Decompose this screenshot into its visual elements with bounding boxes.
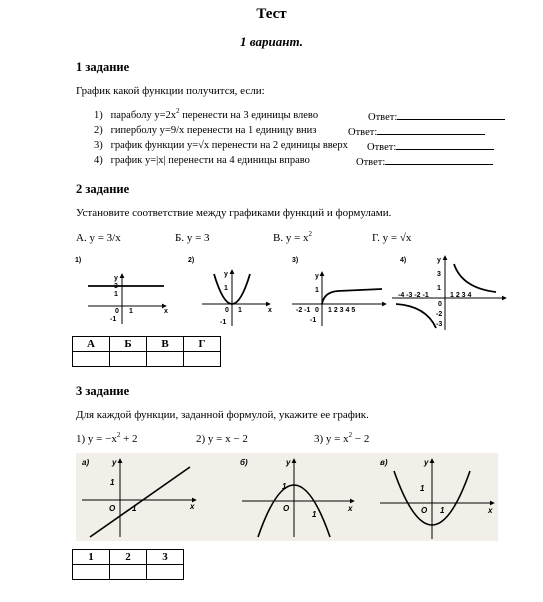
graph1-label: 1) bbox=[75, 257, 82, 264]
svg-text:y: y bbox=[424, 458, 429, 467]
table2-answer-cell[interactable] bbox=[184, 352, 221, 367]
svg-text:3: 3 bbox=[114, 283, 118, 290]
table3-header-3: 3 bbox=[147, 550, 184, 565]
table3-answer-cell[interactable] bbox=[147, 565, 184, 580]
svg-text:y: y bbox=[112, 458, 117, 467]
task1-answer-2[interactable]: Ответ: bbox=[348, 125, 485, 138]
graph-1 bbox=[88, 274, 168, 324]
svg-text:-1: -1 bbox=[110, 316, 117, 323]
svg-text:y: y bbox=[437, 257, 441, 264]
svg-text:1: 1 bbox=[224, 285, 228, 292]
task2-heading: 2 задание bbox=[76, 182, 130, 196]
function-2: 2) y = x − 2 bbox=[196, 433, 248, 445]
svg-text:x: x bbox=[190, 502, 195, 511]
svg-text:0: 0 bbox=[225, 307, 229, 314]
graph3-label: 3) bbox=[292, 257, 299, 264]
formula-v: В. $y = x^2$ bbox=[273, 230, 313, 244]
table3-header-1: 1 bbox=[73, 550, 110, 565]
table3-header-2: 2 bbox=[110, 550, 147, 565]
svg-text:3: 3 bbox=[437, 271, 441, 278]
svg-text:0: 0 bbox=[115, 308, 119, 315]
svg-text:1 2 3 4 5: 1 2 3 4 5 bbox=[328, 307, 356, 314]
task1-item-2: 2) гиперболу y=9/x перенести на 1 единицу вниз bbox=[94, 125, 317, 136]
table2-header-g: Г bbox=[184, 337, 221, 352]
svg-text:-4 -3 -2 -1: -4 -3 -2 -1 bbox=[398, 292, 429, 299]
svg-text:-2 -1: -2 -1 bbox=[296, 307, 311, 314]
svg-text:-3: -3 bbox=[436, 321, 443, 328]
svg-text:1: 1 bbox=[114, 291, 118, 298]
svg-text:y: y bbox=[286, 458, 291, 467]
table3-answer-cell[interactable] bbox=[110, 565, 147, 580]
task3-graphs bbox=[76, 453, 498, 541]
page-title: Тест bbox=[256, 6, 287, 22]
graph4-label: 4) bbox=[400, 257, 407, 264]
graph-a bbox=[82, 458, 196, 537]
formula-g: Г. y = √x bbox=[372, 232, 412, 244]
svg-text:1: 1 bbox=[315, 287, 319, 294]
function-1: 1) $y = -x^2 + 2$ bbox=[76, 431, 138, 445]
task1-heading: 1 задание bbox=[76, 60, 130, 74]
svg-text:x: x bbox=[268, 307, 272, 314]
svg-text:x: x bbox=[348, 504, 353, 513]
variant-label: 1 вариант. bbox=[240, 34, 303, 49]
svg-text:-1: -1 bbox=[310, 317, 317, 324]
svg-text:y: y bbox=[114, 275, 118, 282]
task1-question: График какой функции получится, если: bbox=[76, 85, 265, 97]
task2-question: Установите соответствие между графиками функций и формулами. bbox=[76, 207, 392, 219]
graph-c-label: в) bbox=[380, 458, 388, 467]
graph-b-label: б) bbox=[240, 458, 248, 467]
formula-b: Б. y = 3 bbox=[175, 232, 210, 244]
task2-graphs bbox=[70, 252, 520, 330]
task3-question: Для каждой функции, заданной формулой, укажите ее график. bbox=[76, 409, 369, 421]
table2-header-v: В bbox=[147, 337, 184, 352]
svg-text:1: 1 bbox=[437, 285, 441, 292]
task1-answer-1[interactable]: Ответ: bbox=[368, 110, 505, 123]
table2-header-b: Б bbox=[110, 337, 147, 352]
formula-a: А. y = 3/x bbox=[76, 232, 121, 244]
svg-text:1: 1 bbox=[110, 478, 115, 487]
task2-answer-table bbox=[72, 336, 221, 367]
table2-answer-cell[interactable] bbox=[73, 352, 110, 367]
svg-text:y: y bbox=[224, 271, 228, 278]
task1-item-1: 1) параболу $y=2x^2$ перенести на 3 единицы влево bbox=[94, 107, 319, 121]
svg-text:-1: -1 bbox=[220, 319, 227, 326]
graph-4 bbox=[392, 256, 506, 330]
task1-item-4: 4) график y=|x| перенести на 4 единицы вправо bbox=[94, 155, 310, 166]
svg-text:1: 1 bbox=[440, 506, 445, 515]
svg-text:x: x bbox=[164, 308, 168, 315]
table2-answer-cell[interactable] bbox=[110, 352, 147, 367]
svg-text:1: 1 bbox=[132, 504, 137, 513]
graph-3 bbox=[292, 272, 386, 326]
svg-text:y: y bbox=[315, 273, 319, 280]
function-3: 3) $y = x^2 - 2$ bbox=[314, 431, 370, 445]
task3-answer-table bbox=[72, 549, 184, 580]
svg-text:1: 1 bbox=[420, 484, 425, 493]
task1-answer-4[interactable]: Ответ: bbox=[356, 155, 493, 168]
svg-text:1 2 3 4: 1 2 3 4 bbox=[450, 292, 472, 299]
graph-a-label: а) bbox=[82, 458, 90, 467]
table2-answer-cell[interactable] bbox=[147, 352, 184, 367]
graph2-label: 2) bbox=[188, 257, 195, 264]
task1-item-3: 3) график функции y=√x перенести на 2 единицы вверх bbox=[94, 140, 348, 151]
svg-text:0: 0 bbox=[438, 301, 442, 308]
svg-text:O: O bbox=[109, 504, 116, 513]
svg-text:1: 1 bbox=[282, 482, 287, 491]
task1-answer-3[interactable]: Ответ: bbox=[367, 140, 494, 153]
task3-heading: 3 задание bbox=[76, 384, 130, 398]
svg-text:-2: -2 bbox=[436, 311, 443, 318]
table2-header-a: А bbox=[73, 337, 110, 352]
svg-text:O: O bbox=[421, 506, 428, 515]
graph-b bbox=[242, 458, 354, 537]
graph-2 bbox=[202, 270, 272, 326]
svg-text:O: O bbox=[283, 504, 290, 513]
table3-answer-cell[interactable] bbox=[73, 565, 110, 580]
graph-c bbox=[380, 458, 494, 539]
svg-text:1: 1 bbox=[129, 308, 133, 315]
svg-text:x: x bbox=[488, 506, 493, 515]
svg-text:0: 0 bbox=[315, 307, 319, 314]
svg-text:1: 1 bbox=[312, 510, 317, 519]
svg-text:1: 1 bbox=[238, 307, 242, 314]
